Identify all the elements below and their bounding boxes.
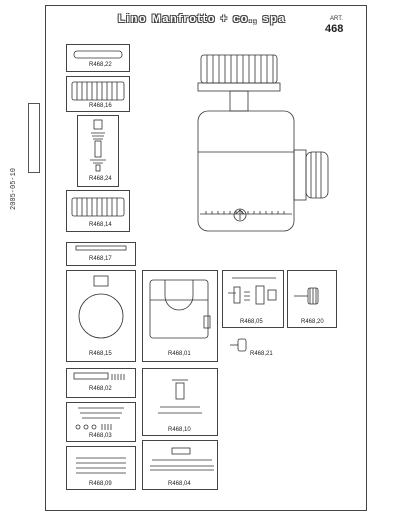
brand-title: Lino Manfrotto + co., spa [118,13,286,25]
part-code: R468,20 [301,319,324,325]
knob-assembly-drawing [228,278,276,304]
drawing-date: 2005-05-10 [10,167,18,210]
disc-stack-drawing [76,458,126,473]
spring-plate-drawing [74,373,124,380]
knob-drawing [294,288,318,304]
part-code: R468,09 [89,481,112,487]
small-knob-drawing [230,339,246,351]
bar-drawing [76,246,126,250]
knurled-ring-2-drawing [72,198,124,216]
ball-drawing [79,276,123,338]
screw-assembly-drawing [90,120,106,171]
part-code: R468,14 [89,222,112,228]
part-code: R468,16 [89,103,112,109]
pan-screw-drawing [158,380,202,413]
part-code: R468,17 [89,256,112,262]
washer-set-drawing [76,408,124,430]
part-code: R468,01 [168,351,191,357]
knurled-ring-drawing [72,82,124,100]
part-code: R468,02 [89,386,112,392]
part-code: R468,03 [89,433,112,439]
part-code: R468,21 [250,351,273,357]
plate-drawing [74,51,122,58]
part-code: R468,22 [89,62,112,68]
part-code: R468,04 [168,481,191,487]
assembled-head-drawing [198,55,328,231]
head-body-drawing [150,280,210,338]
art-label: ART. [330,16,343,22]
part-code: R468,24 [89,176,112,182]
part-code: R468,10 [168,427,191,433]
art-number: 468 [325,23,344,35]
part-code: R468,15 [89,351,112,357]
base-disc-drawing [150,448,214,470]
part-code: R468,05 [240,319,263,325]
